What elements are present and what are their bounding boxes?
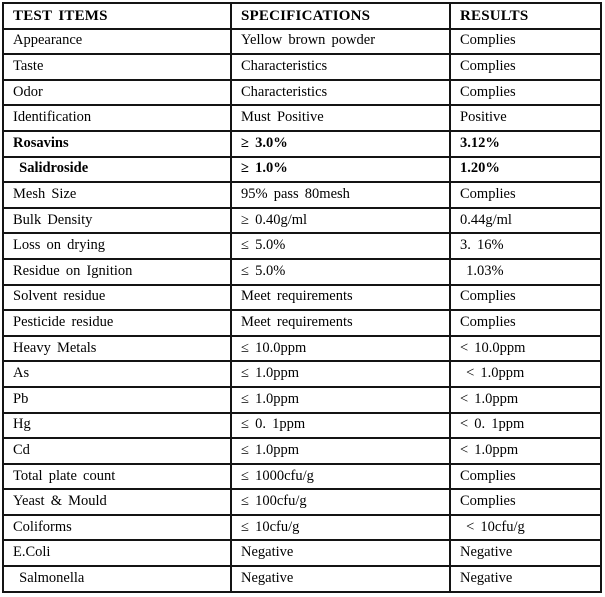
cell-test-item: As (3, 361, 231, 387)
table-row (3, 233, 601, 259)
cell-result: Complies (450, 310, 601, 336)
cell-result: Complies (450, 54, 601, 80)
column-header-test-items: TEST ITEMS (3, 3, 231, 29)
table-row (3, 182, 601, 208)
cell-result: 3.12% (450, 131, 601, 157)
cell-test-item: Residue on Ignition (3, 259, 231, 285)
cell-result: Complies (450, 464, 601, 490)
cell-result: Negative (450, 566, 601, 592)
cell-specification: ≥ 3.0% (231, 131, 450, 157)
cell-specification: Yellow brown powder (231, 29, 450, 55)
cell-result: < 0. 1ppm (450, 413, 601, 439)
cell-specification: ≤ 10.0ppm (231, 336, 450, 362)
table-row (3, 157, 601, 183)
header-row (3, 3, 601, 29)
cell-specification: Meet requirements (231, 310, 450, 336)
table-row (3, 285, 601, 311)
cell-result: Positive (450, 105, 601, 131)
cell-test-item: Mesh Size (3, 182, 231, 208)
cell-specification: ≥ 1.0% (231, 157, 450, 183)
cell-specification: 95% pass 80mesh (231, 182, 450, 208)
cell-test-item: Bulk Density (3, 208, 231, 234)
cell-result: < 1.0ppm (450, 387, 601, 413)
table-row (3, 310, 601, 336)
cell-test-item: Cd (3, 438, 231, 464)
cell-test-item: Hg (3, 413, 231, 439)
cell-test-item: Yeast & Mould (3, 489, 231, 515)
cell-result: Complies (450, 489, 601, 515)
cell-result: < 1.0ppm (450, 438, 601, 464)
cell-test-item: Total plate count (3, 464, 231, 490)
cell-test-item: Identification (3, 105, 231, 131)
cell-specification: Characteristics (231, 80, 450, 106)
cell-result: 1.20% (450, 157, 601, 183)
cell-test-item: Solvent residue (3, 285, 231, 311)
cell-specification: Must Positive (231, 105, 450, 131)
cell-test-item: Pesticide residue (3, 310, 231, 336)
cell-result: Complies (450, 80, 601, 106)
cell-test-item: Appearance (3, 29, 231, 55)
cell-specification: Meet requirements (231, 285, 450, 311)
table-row (3, 489, 601, 515)
cell-result: < 10.0ppm (450, 336, 601, 362)
table-row (3, 515, 601, 541)
table-row (3, 336, 601, 362)
cell-specification: ≤ 1.0ppm (231, 361, 450, 387)
cell-test-item: Coliforms (3, 515, 231, 541)
table-body (3, 29, 601, 592)
cell-test-item: Salmonella (3, 566, 231, 592)
cell-test-item: Salidroside (3, 157, 231, 183)
cell-test-item: Taste (3, 54, 231, 80)
cell-specification: ≤ 1000cfu/g (231, 464, 450, 490)
cell-result: Negative (450, 540, 601, 566)
cell-result: Complies (450, 182, 601, 208)
table-row (3, 29, 601, 55)
cell-specification: Characteristics (231, 54, 450, 80)
table-row (3, 208, 601, 234)
table-row (3, 131, 601, 157)
cell-result: < 1.0ppm (450, 361, 601, 387)
table-row (3, 80, 601, 106)
cell-test-item: Rosavins (3, 131, 231, 157)
column-header-results: RESULTS (450, 3, 601, 29)
table-row (3, 54, 601, 80)
cell-specification: ≤ 1.0ppm (231, 438, 450, 464)
cell-specification: ≤ 1.0ppm (231, 387, 450, 413)
cell-test-item: Loss on drying (3, 233, 231, 259)
column-header-specifications: SPECIFICATIONS (231, 3, 450, 29)
table-row (3, 464, 601, 490)
test-results-table (2, 2, 602, 593)
cell-result: 3. 16% (450, 233, 601, 259)
cell-specification: ≤ 5.0% (231, 233, 450, 259)
table-header (3, 3, 601, 29)
table-row (3, 361, 601, 387)
table-row (3, 413, 601, 439)
table-row (3, 105, 601, 131)
cell-test-item: Pb (3, 387, 231, 413)
table-row (3, 438, 601, 464)
cell-specification: ≥ 0.40g/ml (231, 208, 450, 234)
cell-specification: ≤ 10cfu/g (231, 515, 450, 541)
cell-specification: Negative (231, 566, 450, 592)
cell-test-item: E.Coli (3, 540, 231, 566)
cell-specification: ≤ 5.0% (231, 259, 450, 285)
cell-specification: ≤ 100cfu/g (231, 489, 450, 515)
cell-result: Complies (450, 29, 601, 55)
cell-test-item: Heavy Metals (3, 336, 231, 362)
cell-result: 0.44g/ml (450, 208, 601, 234)
cell-specification: Negative (231, 540, 450, 566)
table-row (3, 566, 601, 592)
table-row (3, 387, 601, 413)
cell-result: < 10cfu/g (450, 515, 601, 541)
cell-test-item: Odor (3, 80, 231, 106)
table-row (3, 259, 601, 285)
cell-result: Complies (450, 285, 601, 311)
cell-specification: ≤ 0. 1ppm (231, 413, 450, 439)
cell-result: 1.03% (450, 259, 601, 285)
table-row (3, 540, 601, 566)
